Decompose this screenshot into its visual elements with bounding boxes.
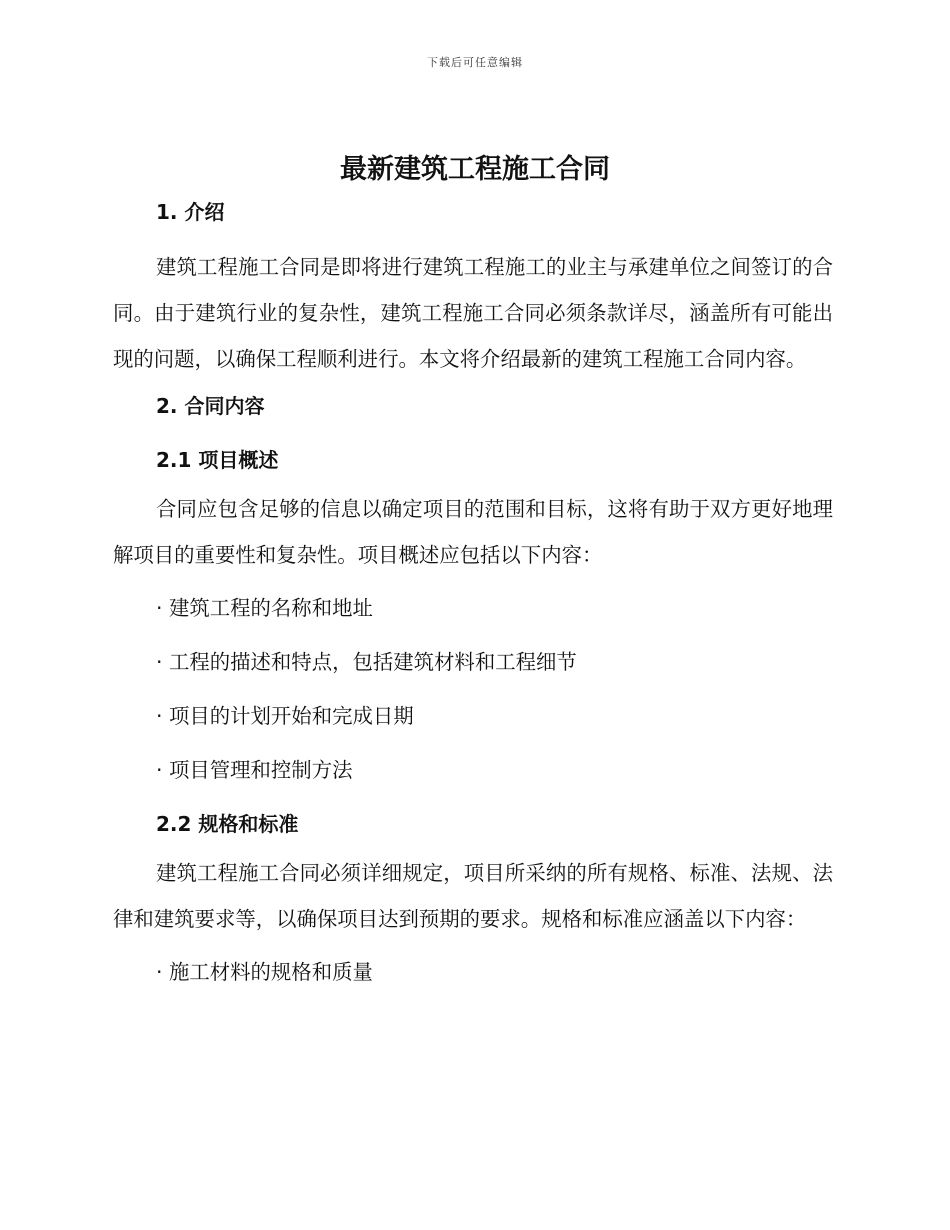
document-title: 最新建筑工程施工合同 [340,154,610,185]
section-2-2-heading: 2.2 规格和标准 [156,812,299,836]
section-1-heading: 1. 介绍 [156,200,225,224]
header-watermark: 下载后可任意编辑 [427,56,523,69]
section-2-2-paragraph: 建筑工程施工合同必须详细规定，项目所采纳的所有规格、标准、法规、法律和建筑要求等，以确保项目达到预期的要求。规格和标准应涵盖以下内容： [113,861,833,931]
list-item: · 项目的计划开始和完成日期 [156,704,414,728]
section-2-heading: 2. 合同内容 [156,394,265,418]
section-1-paragraph: 建筑工程施工合同是即将进行建筑工程施工的业主与承建单位之间签订的合同。由于建筑行业的复杂性，建筑工程施工合同必须条款详尽，涵盖所有可能出现的问题，以确保工程顺利进行。本文将介绍最新的建筑工程施工合同内容。 [113,255,833,371]
section-2-1-paragraph: 合同应包含足够的信息以确定项目的范围和目标，这将有助于双方更好地理解项目的重要性和复杂性。项目概述应包括以下内容： [113,497,833,567]
list-item: · 建筑工程的名称和地址 [156,596,373,620]
document-body [113,196,833,988]
section-2-1-heading: 2.1 项目概述 [156,448,279,472]
list-item: · 工程的描述和特点，包括建筑材料和工程细节 [156,650,577,674]
list-item: · 施工材料的规格和质量 [156,960,373,984]
list-item: · 项目管理和控制方法 [156,758,353,782]
